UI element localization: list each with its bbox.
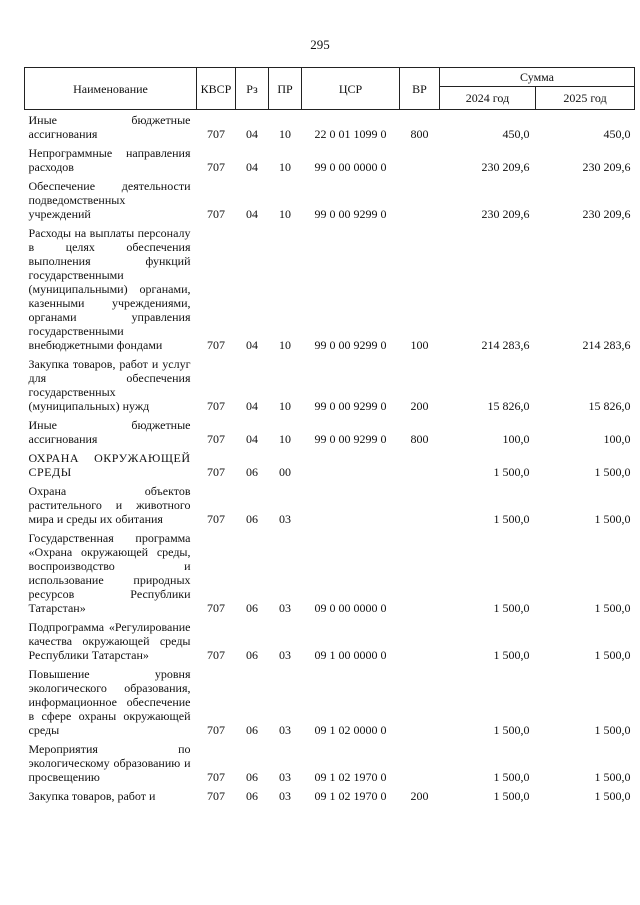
row-sum-2025: 1 500,0 bbox=[594, 601, 631, 615]
header-rz: Рз bbox=[236, 68, 269, 110]
row-sum-2024: 450,0 bbox=[502, 127, 530, 141]
row-sum-2025: 1 500,0 bbox=[594, 789, 631, 803]
table-row bbox=[25, 529, 635, 618]
row-sum-2024: 15 826,0 bbox=[487, 399, 530, 413]
header-name: Наименование bbox=[25, 68, 197, 110]
row-csr: 99 0 00 0000 0 bbox=[314, 160, 387, 174]
row-sum-2024: 100,0 bbox=[502, 432, 530, 446]
row-rz: 06 bbox=[246, 789, 258, 803]
row-sum-2025: 1 500,0 bbox=[594, 465, 631, 479]
row-rz: 04 bbox=[246, 338, 258, 352]
row-name: Расходы на выплаты персоналу в целях обеспечения выполнения функций государственными (муниципальными) органами, казенными учреждениями, органами управления государственными внебюджетными фондами bbox=[28, 226, 191, 352]
row-kvsr: 707 bbox=[207, 770, 225, 784]
row-rz: 04 bbox=[246, 432, 258, 446]
row-name: Мероприятия по экологическому образованию и просвещению bbox=[28, 742, 191, 784]
row-vr: 200 bbox=[410, 789, 429, 803]
row-rz: 06 bbox=[246, 465, 258, 479]
table-row bbox=[25, 110, 635, 145]
row-csr: 09 0 00 0000 0 bbox=[314, 601, 387, 615]
row-csr: 99 0 00 9299 0 bbox=[314, 399, 387, 413]
row-vr: 100 bbox=[410, 338, 429, 352]
row-kvsr: 707 bbox=[207, 723, 225, 737]
row-csr: 22 0 01 1099 0 bbox=[314, 127, 387, 141]
row-pr: 10 bbox=[279, 338, 291, 352]
header-pr: ПР bbox=[269, 68, 302, 110]
row-kvsr: 707 bbox=[207, 160, 225, 174]
row-sum-2025: 230 209,6 bbox=[582, 160, 631, 174]
row-pr: 10 bbox=[279, 160, 291, 174]
row-sum-2024: 1 500,0 bbox=[493, 465, 530, 479]
table-row bbox=[25, 665, 635, 740]
row-sum-2025: 1 500,0 bbox=[594, 770, 631, 784]
row-name: Государственная программа «Охрана окружающей среды, воспроизводство и использование природных ресурсов Республики Татарстан» bbox=[28, 531, 191, 615]
row-vr: 200 bbox=[410, 399, 429, 413]
row-rz: 06 bbox=[246, 723, 258, 737]
row-vr: 800 bbox=[410, 432, 429, 446]
row-rz: 06 bbox=[246, 770, 258, 784]
row-pr: 03 bbox=[279, 723, 291, 737]
table-row bbox=[25, 416, 635, 449]
row-name: Подпрограмма «Регулирование качества окружающей среды Республики Татарстан» bbox=[28, 620, 191, 662]
header-csr: ЦСР bbox=[302, 68, 400, 110]
table-row bbox=[25, 449, 635, 482]
header-year-2024: 2024 год bbox=[440, 87, 536, 110]
row-vr bbox=[400, 529, 440, 618]
row-pr: 10 bbox=[279, 432, 291, 446]
row-sum-2025: 15 826,0 bbox=[588, 399, 631, 413]
row-csr: 99 0 00 9299 0 bbox=[314, 338, 387, 352]
row-csr: 99 0 00 9299 0 bbox=[314, 432, 387, 446]
row-rz: 06 bbox=[246, 512, 258, 526]
row-name: ОХРАНА ОКРУЖАЮЩЕЙ СРЕДЫ bbox=[28, 451, 191, 479]
row-sum-2024: 1 500,0 bbox=[493, 723, 530, 737]
row-csr: 09 1 00 0000 0 bbox=[314, 648, 387, 662]
table-row bbox=[25, 740, 635, 787]
row-kvsr: 707 bbox=[207, 465, 225, 479]
row-kvsr: 707 bbox=[207, 601, 225, 615]
row-sum-2024: 230 209,6 bbox=[481, 207, 530, 221]
row-csr: 09 1 02 1970 0 bbox=[314, 789, 387, 803]
row-pr: 00 bbox=[279, 465, 291, 479]
row-pr: 03 bbox=[279, 789, 291, 803]
row-name: Непрограммные направления расходов bbox=[28, 146, 191, 174]
row-sum-2024: 214 283,6 bbox=[481, 338, 530, 352]
header-year-2025: 2025 год bbox=[536, 87, 635, 110]
row-sum-2025: 230 209,6 bbox=[582, 207, 631, 221]
row-csr: 99 0 00 9299 0 bbox=[314, 207, 387, 221]
budget-table bbox=[24, 67, 635, 806]
row-kvsr: 707 bbox=[207, 648, 225, 662]
row-pr: 10 bbox=[279, 207, 291, 221]
row-kvsr: 707 bbox=[207, 512, 225, 526]
row-sum-2024: 230 209,6 bbox=[481, 160, 530, 174]
row-csr bbox=[302, 482, 400, 529]
row-name: Иные бюджетные ассигнования bbox=[28, 418, 191, 446]
row-rz: 06 bbox=[246, 648, 258, 662]
row-pr: 10 bbox=[279, 399, 291, 413]
row-csr: 09 1 02 0000 0 bbox=[314, 723, 387, 737]
row-vr bbox=[400, 482, 440, 529]
table-row bbox=[25, 144, 635, 177]
row-rz: 06 bbox=[246, 601, 258, 615]
table-row bbox=[25, 618, 635, 665]
row-pr: 03 bbox=[279, 601, 291, 615]
row-vr bbox=[400, 665, 440, 740]
row-pr: 03 bbox=[279, 770, 291, 784]
row-sum-2025: 214 283,6 bbox=[582, 338, 631, 352]
row-sum-2025: 100,0 bbox=[603, 432, 631, 446]
row-sum-2024: 1 500,0 bbox=[493, 512, 530, 526]
row-kvsr: 707 bbox=[207, 127, 225, 141]
row-kvsr: 707 bbox=[207, 207, 225, 221]
row-sum-2025: 1 500,0 bbox=[594, 648, 631, 662]
row-sum-2024: 1 500,0 bbox=[493, 789, 530, 803]
row-vr: 800 bbox=[410, 127, 429, 141]
header-vr: ВР bbox=[400, 68, 440, 110]
table-row bbox=[25, 224, 635, 355]
row-rz: 04 bbox=[246, 127, 258, 141]
table-row bbox=[25, 482, 635, 529]
row-sum-2025: 1 500,0 bbox=[594, 723, 631, 737]
row-name: Повышение уровня экологического образования, информационное обеспечение в сфере охраны окружающей среды bbox=[28, 667, 191, 737]
row-name: Закупка товаров, работ и bbox=[28, 789, 156, 803]
table-row bbox=[25, 355, 635, 416]
row-sum-2024: 1 500,0 bbox=[493, 770, 530, 784]
row-kvsr: 707 bbox=[207, 789, 225, 803]
row-csr bbox=[302, 449, 400, 482]
row-kvsr: 707 bbox=[207, 432, 225, 446]
row-vr bbox=[400, 740, 440, 787]
row-rz: 04 bbox=[246, 399, 258, 413]
header-sum: Сумма bbox=[440, 68, 635, 87]
row-pr: 10 bbox=[279, 127, 291, 141]
row-name: Охрана объектов растительного и животного мира и среды их обитания bbox=[28, 484, 191, 526]
row-name: Обеспечение деятельности подведомственных учреждений bbox=[28, 179, 191, 221]
row-name: Иные бюджетные ассигнования bbox=[28, 113, 191, 141]
page-number: 295 bbox=[310, 37, 330, 52]
row-rz: 04 bbox=[246, 207, 258, 221]
row-pr: 03 bbox=[279, 648, 291, 662]
row-sum-2025: 1 500,0 bbox=[594, 512, 631, 526]
row-name: Закупка товаров, работ и услуг для обеспечения государственных (муниципальных) нужд bbox=[28, 357, 191, 413]
row-rz: 04 bbox=[246, 160, 258, 174]
row-sum-2025: 450,0 bbox=[603, 127, 631, 141]
row-kvsr: 707 bbox=[207, 399, 225, 413]
row-vr bbox=[400, 144, 440, 177]
table-row bbox=[25, 787, 635, 806]
row-sum-2024: 1 500,0 bbox=[493, 648, 530, 662]
row-pr: 03 bbox=[279, 512, 291, 526]
row-kvsr: 707 bbox=[207, 338, 225, 352]
row-vr bbox=[400, 177, 440, 224]
header-kvsr: КВСР bbox=[197, 68, 236, 110]
row-vr bbox=[400, 618, 440, 665]
row-vr bbox=[400, 449, 440, 482]
table-row bbox=[25, 177, 635, 224]
row-sum-2024: 1 500,0 bbox=[493, 601, 530, 615]
row-csr: 09 1 02 1970 0 bbox=[314, 770, 387, 784]
